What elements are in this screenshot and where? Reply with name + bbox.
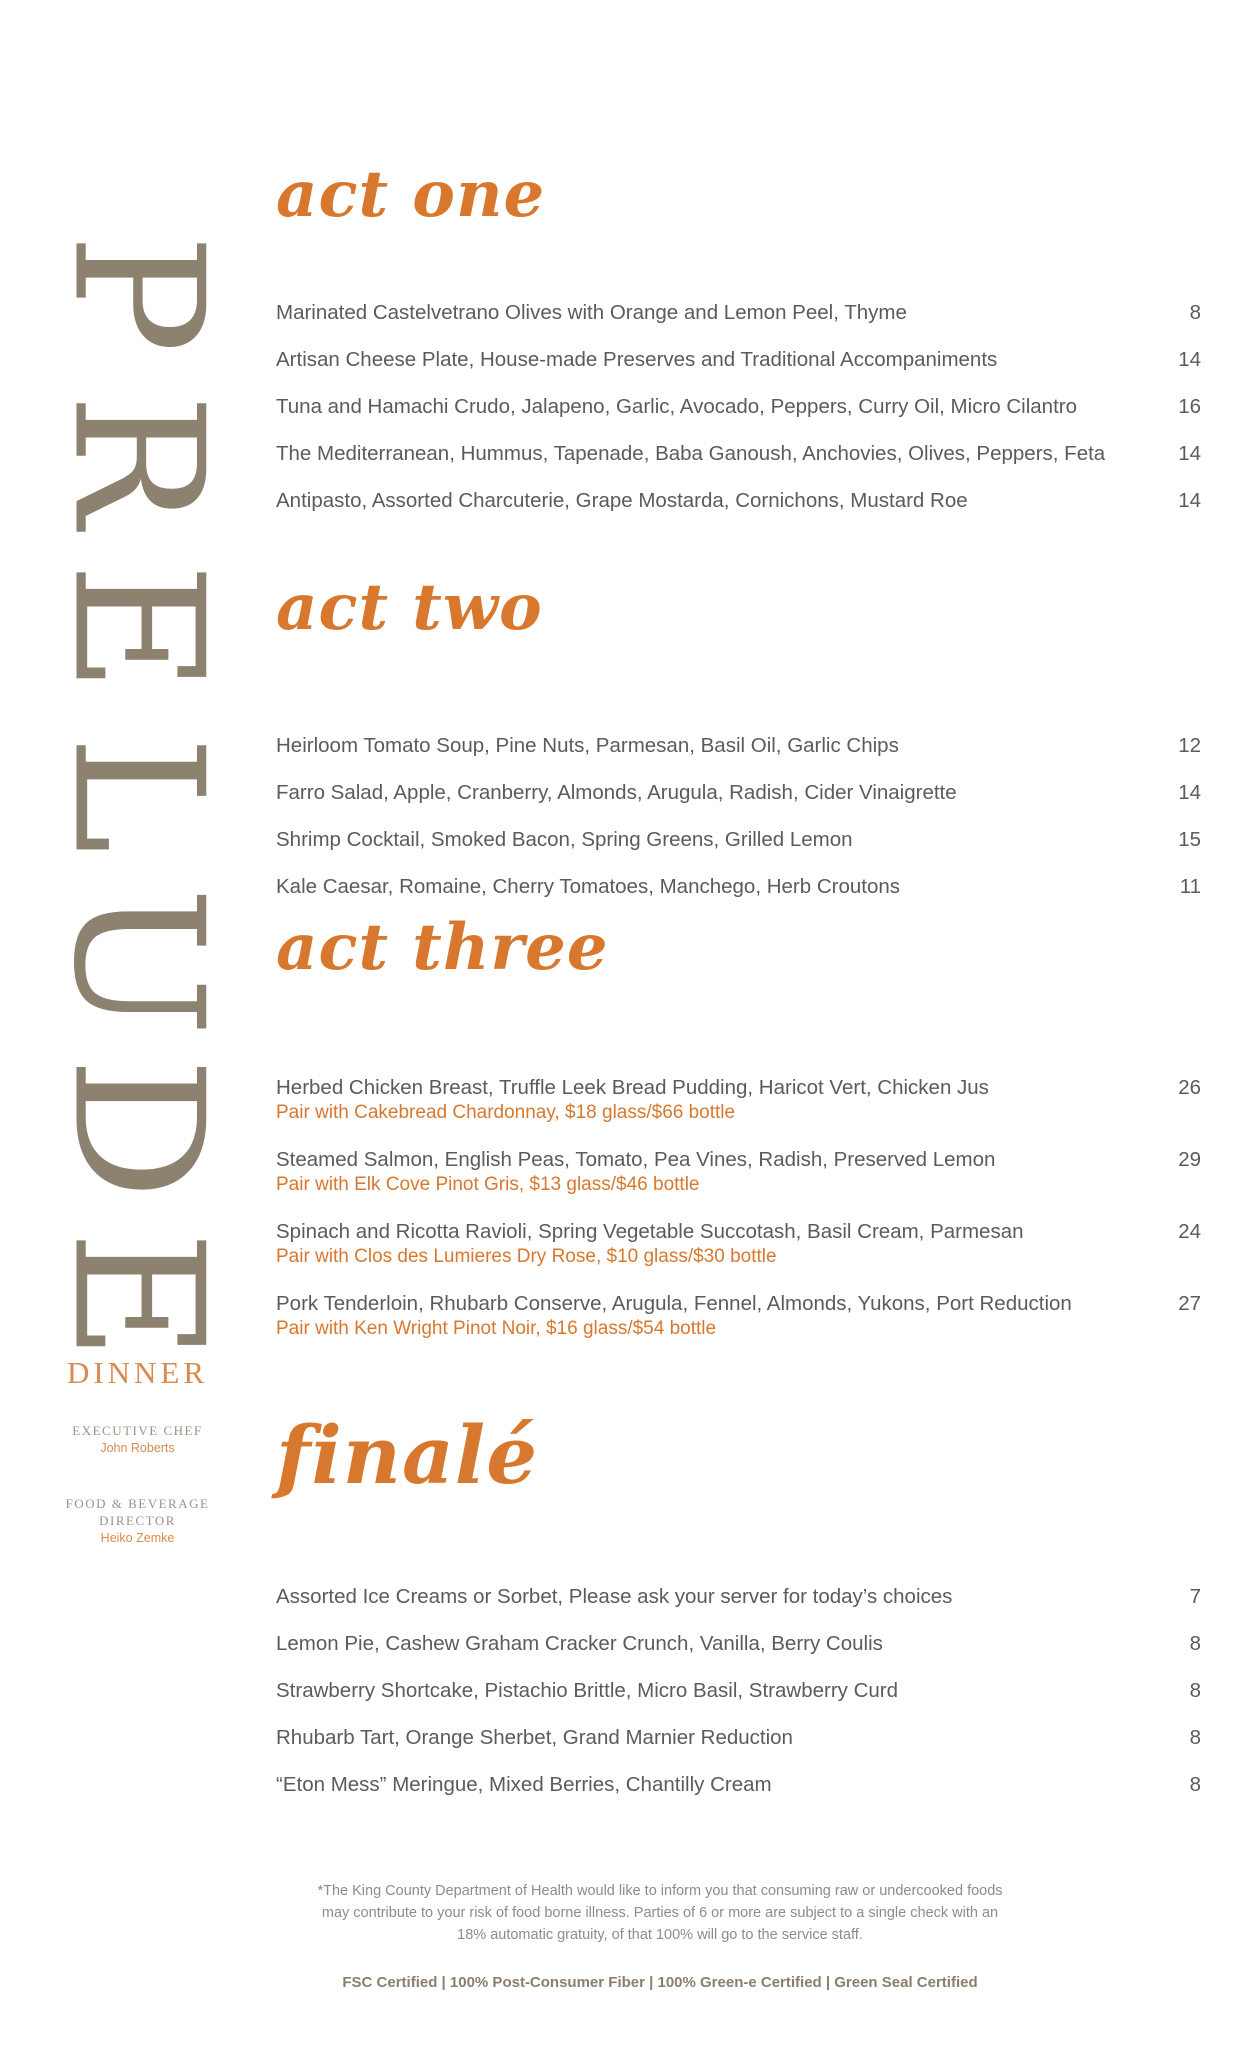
item-name: Lemon Pie, Cashew Graham Cracker Crunch, Vanilla, Berry Coulis [276, 1632, 883, 1655]
staff-role-line2: DIRECTOR [99, 1513, 176, 1528]
staff-executive-chef [55, 1422, 220, 1455]
item-price: 12 [1178, 734, 1201, 757]
menu-item-list [276, 1582, 1201, 1817]
menu-item [276, 1770, 1201, 1817]
item-name: “Eton Mess” Meringue, Mixed Berries, Chantilly Cream [276, 1773, 772, 1796]
menu-item [276, 1723, 1201, 1770]
item-name: Assorted Ice Creams or Sorbet, Please ask your server for today’s choices [276, 1585, 953, 1608]
section-title: act two [276, 570, 543, 645]
menu-item [276, 1147, 1201, 1197]
item-price: 24 [1178, 1220, 1201, 1243]
menu-item-list [276, 731, 1201, 919]
staff-role: EXECUTIVE CHEF [72, 1423, 203, 1438]
menu-item [276, 1219, 1201, 1269]
staff-fb-director [55, 1495, 220, 1545]
item-name: Rhubarb Tart, Orange Sherbet, Grand Marnier Reduction [276, 1726, 793, 1749]
item-name: Pork Tenderloin, Rhubarb Conserve, Arugula, Fennel, Almonds, Yukons, Port Reduction [276, 1292, 1072, 1315]
disclaimer-line: 18% automatic gratuity, of that 100% will go to the service staff. [457, 1927, 863, 1943]
item-price: 11 [1179, 875, 1201, 898]
item-name: The Mediterranean, Hummus, Tapenade, Baba Ganoush, Anchovies, Olives, Peppers, Feta [276, 442, 1106, 465]
staff-name: John Roberts [100, 1441, 175, 1455]
item-name: Herbed Chicken Breast, Truffle Leek Bread Pudding, Haricot Vert, Chicken Jus [276, 1076, 989, 1099]
item-price: 16 [1178, 395, 1201, 418]
menu-item-list [276, 298, 1201, 533]
item-price: 8 [1189, 1632, 1201, 1655]
item-name: Steamed Salmon, English Peas, Tomato, Pea Vines, Radish, Preserved Lemon [276, 1148, 996, 1171]
section-act-one [276, 157, 1201, 533]
item-price: 14 [1178, 781, 1201, 804]
item-price: 8 [1189, 1726, 1201, 1749]
menu-item [276, 439, 1201, 486]
section-title: act three [276, 910, 609, 985]
wine-pairing: Pair with Clos des Lumieres Dry Rose, $10 glass/$30 bottle [276, 1246, 777, 1267]
section-act-three [276, 910, 1201, 1363]
prelude-letter-e: E [34, 562, 242, 693]
item-name: Marinated Castelvetrano Olives with Orange and Lemon Peel, Thyme [276, 301, 907, 324]
staff-name: Heiko Zemke [100, 1531, 175, 1545]
prelude-letter-l: L [34, 735, 242, 854]
item-price: 14 [1178, 442, 1201, 465]
menu-item [276, 1291, 1201, 1341]
wine-pairing: Pair with Cakebread Chardonnay, $18 glass/$66 bottle [276, 1102, 736, 1123]
wine-pairing: Pair with Elk Cove Pinot Gris, $13 glass/$46 bottle [276, 1174, 700, 1195]
disclaimer-line: *The King County Department of Health would like to inform you that consuming raw or undercooked foods [317, 1883, 1003, 1899]
menu-item [276, 1075, 1201, 1125]
dinner-subtitle: DINNER [66, 1355, 209, 1390]
menu-item-list [276, 1075, 1201, 1341]
item-price: 7 [1189, 1585, 1201, 1608]
wine-pairing: Pair with Ken Wright Pinot Noir, $16 glass/$54 bottle [276, 1318, 717, 1339]
certifications: FSC Certified | 100% Post-Consumer Fiber | 100% Green-e Certified | Green Seal Certified [342, 1974, 978, 1991]
section-title: finalé [276, 1408, 539, 1502]
menu-item [276, 1676, 1201, 1723]
menu-item [276, 298, 1201, 345]
prelude-wordmark [34, 210, 242, 1379]
item-name: Kale Caesar, Romaine, Cherry Tomatoes, Manchego, Herb Croutons [276, 875, 901, 898]
menu-item [276, 1629, 1201, 1676]
item-name: Strawberry Shortcake, Pistachio Brittle, Micro Basil, Strawberry Curd [276, 1679, 899, 1702]
item-price: 29 [1178, 1148, 1201, 1171]
disclaimer-line: may contribute to your risk of food borne illness. Parties of 6 or more are subject to a single check with an [321, 1905, 999, 1921]
item-name: Farro Salad, Apple, Cranberry, Almonds, Arugula, Radish, Cider Vinaigrette [276, 781, 957, 804]
item-name: Artisan Cheese Plate, House-made Preserves and Traditional Accompaniments [276, 348, 998, 371]
menu-item [276, 1582, 1201, 1629]
prelude-letter-p: P [34, 233, 242, 354]
menu-item [276, 392, 1201, 439]
item-price: 14 [1178, 348, 1201, 371]
item-name: Antipasto, Assorted Charcuterie, Grape Mostarda, Cornichons, Mustard Roe [276, 489, 968, 512]
item-name: Tuna and Hamachi Crudo, Jalapeno, Garlic, Avocado, Peppers, Curry Oil, Micro Cilantro [276, 395, 1078, 418]
item-price: 8 [1189, 301, 1201, 324]
item-name: Heirloom Tomato Soup, Pine Nuts, Parmesan, Basil Oil, Garlic Chips [276, 734, 899, 757]
item-price: 26 [1178, 1076, 1201, 1099]
item-price: 15 [1178, 828, 1201, 851]
menu-item [276, 778, 1201, 825]
item-price: 8 [1189, 1679, 1201, 1702]
menu-item [276, 731, 1201, 778]
menu-item [276, 345, 1201, 392]
health-disclaimer [240, 1880, 1080, 1946]
item-price: 8 [1189, 1773, 1201, 1796]
item-price: 14 [1178, 489, 1201, 512]
prelude-letter-u: U [34, 886, 242, 1037]
menu-item [276, 486, 1201, 533]
section-act-two [276, 570, 1201, 919]
item-name: Shrimp Cocktail, Smoked Bacon, Spring Greens, Grilled Lemon [276, 828, 853, 851]
section-finale [276, 1408, 1201, 1817]
menu-item [276, 825, 1201, 872]
prelude-letter-r: R [34, 393, 242, 528]
prelude-letter-d: D [34, 1057, 242, 1200]
item-name: Spinach and Ricotta Ravioli, Spring Vegetable Succotash, Basil Cream, Parmesan [276, 1220, 1024, 1243]
section-title: act one [276, 157, 546, 232]
prelude-letter-e2: E [34, 1230, 242, 1361]
staff-role: FOOD & BEVERAGE [65, 1496, 210, 1511]
item-price: 27 [1178, 1292, 1201, 1315]
